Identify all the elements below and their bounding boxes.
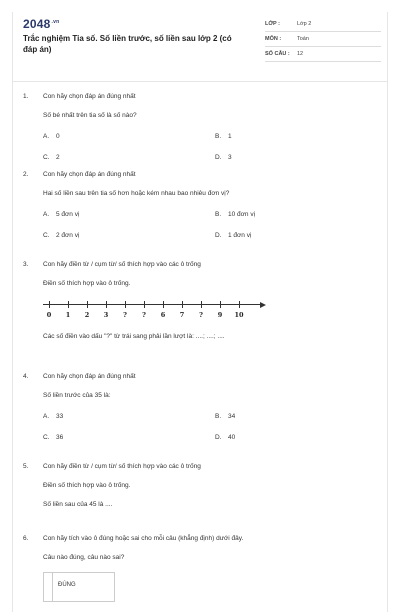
question-number: 4. — [23, 373, 29, 380]
option-text: 1 đơn vị — [228, 232, 252, 239]
number-line — [43, 300, 263, 322]
option-letter: B. — [215, 211, 222, 218]
meta-key: MÔN : — [265, 36, 282, 42]
option-letter: A. — [43, 211, 50, 218]
answer-options — [43, 132, 377, 162]
number-line-tick — [49, 301, 50, 308]
divider — [13, 81, 387, 82]
meta-key: SỐ CÂU : — [265, 51, 290, 57]
option-b[interactable] — [215, 412, 387, 421]
option-d[interactable] — [215, 231, 387, 240]
number-line-tick — [201, 301, 202, 308]
option-d[interactable] — [215, 433, 387, 442]
meta-row-subject — [265, 32, 381, 47]
option-text: 33 — [56, 413, 64, 420]
option-c[interactable] — [43, 433, 215, 442]
number-line-tick — [125, 301, 126, 308]
number-line-tick — [163, 301, 164, 308]
option-letter: A. — [43, 133, 50, 140]
question-prompt: Con hãy điền từ / cụm từ/ số thích hợp vào các ô trống — [43, 261, 201, 268]
true-column-header: ĐÚNG — [58, 582, 76, 588]
answer-options — [43, 412, 377, 442]
meta-row-class — [265, 17, 381, 32]
logo-suffix: .vn — [51, 19, 60, 25]
header — [23, 17, 377, 75]
question-fill-text[interactable]: Số liền sau của 45 là .... — [43, 501, 113, 508]
number-line-label: 3 — [103, 311, 109, 319]
meta-row-count — [265, 47, 381, 62]
option-a[interactable] — [43, 210, 215, 219]
option-b[interactable] — [215, 210, 387, 219]
question-text: Số bé nhất trên tia số là số nào? — [43, 112, 137, 119]
option-letter: C. — [43, 434, 50, 441]
number-line-tick — [182, 301, 183, 308]
option-c[interactable] — [43, 231, 215, 240]
question-2 — [23, 170, 377, 260]
option-text: 0 — [56, 133, 60, 140]
option-text: 2 — [56, 154, 60, 161]
option-letter: A. — [43, 413, 50, 420]
logo-text: 2048 — [23, 17, 51, 31]
number-line-tick — [87, 301, 88, 308]
meta-key: LỚP : — [265, 21, 280, 27]
option-c[interactable] — [43, 153, 215, 162]
number-line-label: 0 — [46, 311, 52, 319]
option-text: 10 đơn vị — [228, 211, 256, 218]
question-number: 2. — [23, 171, 29, 178]
question-1 — [23, 92, 377, 170]
number-line-label: 7 — [179, 311, 185, 319]
true-false-table — [43, 572, 115, 602]
question-number: 1. — [23, 93, 29, 100]
meta-value: Toán — [297, 36, 309, 42]
option-text: 5 đơn vị — [56, 211, 80, 218]
question-text: Hai số liền sau trên tia số hơn hoặc kém nhau bao nhiêu đơn vị? — [43, 190, 230, 197]
question-prompt: Con hãy chọn đáp án đúng nhất — [43, 373, 136, 380]
question-number: 6. — [23, 535, 29, 542]
question-number: 3. — [23, 261, 29, 268]
number-line-label: 1 — [65, 311, 71, 319]
meta-value: Lớp 2 — [297, 21, 312, 27]
question-text: Điền số thích hợp vào ô trống. — [43, 482, 131, 489]
question-prompt: Con hãy chọn đáp án đúng nhất — [43, 93, 136, 100]
question-number: 5. — [23, 463, 29, 470]
number-line-label: 6 — [160, 311, 166, 319]
number-line-blank[interactable]: ? — [142, 311, 146, 319]
option-letter: B. — [215, 413, 222, 420]
meta-table — [265, 17, 381, 62]
number-line-blank[interactable]: ? — [199, 311, 203, 319]
answer-options — [43, 210, 377, 240]
option-text: 1 — [228, 133, 232, 140]
number-line-tick — [106, 301, 107, 308]
number-line-tick — [68, 301, 69, 308]
number-line-label: 2 — [84, 311, 90, 319]
number-line-label: 9 — [217, 311, 223, 319]
option-a[interactable] — [43, 132, 215, 141]
option-letter: D. — [215, 232, 222, 239]
option-d[interactable] — [215, 153, 387, 162]
option-b[interactable] — [215, 132, 387, 141]
question-text: Câu nào đúng, câu nào sai? — [43, 554, 125, 561]
number-line-blank[interactable]: ? — [123, 311, 127, 319]
option-text: 3 — [228, 154, 232, 161]
question-text: Số liền trước của 35 là: — [43, 392, 111, 399]
option-letter: C. — [43, 232, 50, 239]
number-line-label: 10 — [234, 311, 244, 319]
table-divider — [52, 573, 53, 601]
question-prompt: Con hãy tích vào ô đúng hoặc sai cho mỗi câu (khẳng định) dưới đây. — [43, 535, 244, 542]
option-text: 34 — [228, 413, 236, 420]
question-prompt: Con hãy điền từ / cụm từ/ số thích hợp vào các ô trống — [43, 463, 201, 470]
option-text: 36 — [56, 434, 64, 441]
question-6 — [23, 534, 377, 602]
option-letter: C. — [43, 154, 50, 161]
arrow-right-icon — [260, 302, 266, 308]
meta-value: 12 — [297, 51, 304, 57]
option-text: 40 — [228, 434, 236, 441]
question-fill-text: Các số điền vào dấu "?" từ trái sang phải lần lượt là: ....; ....; .... — [43, 333, 225, 340]
number-line-tick — [239, 301, 240, 308]
question-prompt: Con hãy chọn đáp án đúng nhất — [43, 171, 136, 178]
option-letter: D. — [215, 154, 222, 161]
question-3 — [23, 260, 377, 372]
worksheet-page — [12, 12, 388, 612]
number-line-tick — [144, 301, 145, 308]
option-letter: B. — [215, 133, 222, 140]
page-title: Trắc nghiệm Tia số. Số liền trước, số liền sau lớp 2 (có đáp án) — [23, 34, 232, 54]
question-5 — [23, 462, 377, 534]
question-4 — [23, 372, 377, 462]
option-a[interactable] — [43, 412, 215, 421]
question-text: Điền số thích hợp vào ô trống. — [43, 280, 131, 287]
option-text: 2 đơn vị — [56, 232, 80, 239]
number-line-axis — [43, 304, 263, 305]
number-line-tick — [220, 301, 221, 308]
option-letter: D. — [215, 434, 222, 441]
